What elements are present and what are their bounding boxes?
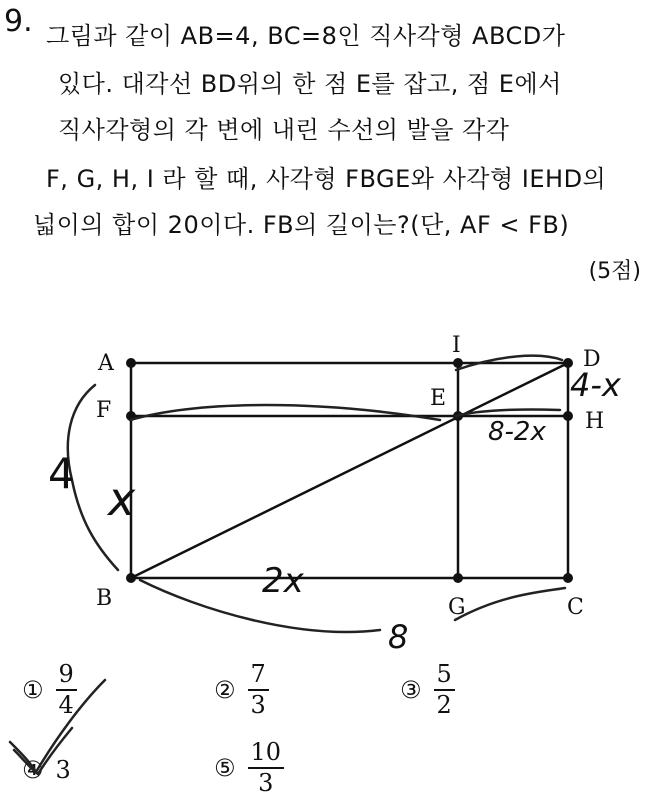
choice-1[interactable] [22, 662, 77, 718]
label-d: D [583, 347, 601, 372]
choice-5[interactable] [214, 740, 284, 796]
choice-2-numerator: 7 [248, 662, 269, 691]
choice-3-mark: ③ [400, 676, 422, 705]
hand-bg: 2x [262, 561, 304, 601]
choice-1-denominator: 4 [58, 691, 74, 720]
rectangle-abcd [131, 363, 568, 578]
choice-1-numerator: 9 [56, 662, 77, 691]
question-line-1: 그림과 같이 AB=4, BC=8인 직사각형 ABCD가 [46, 22, 566, 50]
choice-4-value: 3 [55, 756, 71, 784]
label-f: F [96, 398, 112, 423]
choice-1-fraction [56, 662, 77, 718]
question-line-5: 넓이의 합이 20이다. FB의 길이는?(단, AF < FB) [33, 211, 570, 239]
rectangle-figure [0, 330, 667, 660]
hand-bc: 8 [388, 618, 409, 656]
label-c: C [567, 595, 584, 620]
choice-2-fraction [248, 662, 269, 718]
choice-4[interactable] [22, 756, 71, 784]
curve-under-gc [455, 588, 565, 620]
question-line-2: 있다. 대각선 BD위의 한 점 E를 잡고, 점 E에서 [58, 70, 562, 98]
choice-3-numerator: 5 [434, 662, 455, 691]
points-label: (5점) [588, 259, 641, 284]
hand-eh: 8-2x [488, 417, 546, 447]
label-h: H [585, 409, 605, 434]
diagonal-bd [131, 363, 568, 578]
hand-left-side: 4 [48, 449, 75, 498]
label-i: I [452, 333, 461, 358]
label-e: E [430, 386, 447, 411]
point-i [453, 358, 463, 368]
choice-5-denominator: 3 [258, 769, 274, 798]
choice-4-mark: ④ [22, 756, 44, 784]
hand-fb-x: x [108, 472, 136, 526]
choice-2-denominator: 3 [250, 691, 266, 720]
label-a: A [98, 351, 114, 376]
hand-dh: 4-x [570, 366, 621, 404]
point-g [453, 573, 463, 583]
label-g: G [448, 595, 466, 620]
choice-3[interactable] [400, 662, 455, 718]
curve-under-bg [140, 580, 380, 632]
question-number: 9. [4, 4, 33, 39]
question-line-4: F, G, H, I 라 할 때, 사각형 FBGE와 사각형 IEHD의 [46, 165, 607, 193]
choice-5-numerator: 10 [248, 740, 285, 769]
choice-5-fraction [248, 740, 285, 796]
choice-3-denominator: 2 [436, 691, 452, 720]
choice-5-mark: ⑤ [214, 754, 236, 783]
question-line-3: 직사각형의 각 변에 내린 수선의 발을 각각 [58, 116, 510, 144]
handwritten-annotations [48, 356, 622, 656]
point-b [126, 573, 136, 583]
choice-3-fraction [434, 662, 455, 718]
label-b: B [96, 586, 113, 611]
point-a [126, 358, 136, 368]
point-c [563, 573, 573, 583]
choice-2-mark: ② [214, 676, 236, 705]
point-h [563, 411, 573, 421]
choice-2[interactable] [214, 662, 269, 718]
choice-1-mark: ① [22, 676, 44, 705]
